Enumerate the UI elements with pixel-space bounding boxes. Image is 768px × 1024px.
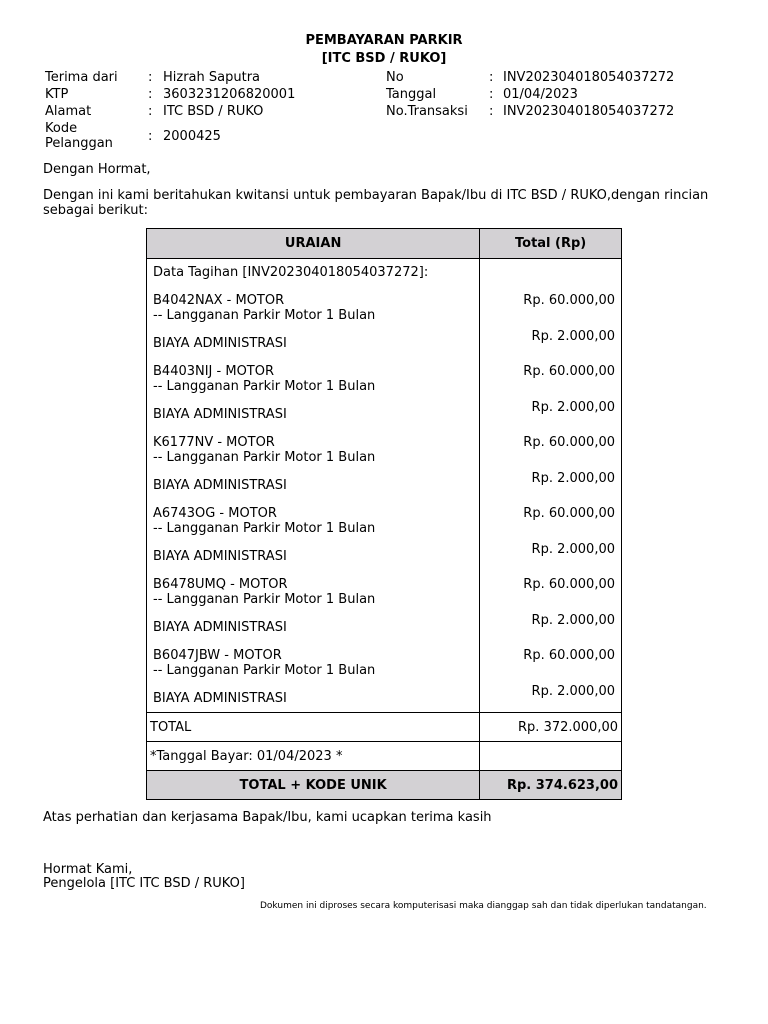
- info-colon: :: [148, 129, 153, 144]
- admin-fee-amount: Rp. 2.000,00: [531, 542, 615, 557]
- subscription-desc: -- Langganan Parkir Motor 1 Bulan: [153, 308, 376, 323]
- total-label: TOTAL: [147, 713, 480, 742]
- admin-fee-label: BIAYA ADMINISTRASI: [153, 478, 287, 493]
- vehicle-plate: B4042NAX - MOTOR: [153, 293, 285, 308]
- info-row: [45, 70, 745, 87]
- line-item: [153, 435, 473, 465]
- info-row: [45, 87, 745, 104]
- line-item: [153, 364, 473, 394]
- info-label-kode-pelanggan: Kode Pelanggan: [45, 121, 113, 151]
- closing-text: Atas perhatian dan kerjasama Bapak/Ibu, kami ucapkan terima kasih: [43, 810, 492, 825]
- info-label-no: No: [386, 70, 404, 85]
- info-colon: :: [148, 104, 153, 119]
- payment-details-table: [146, 228, 622, 800]
- vehicle-plate: B4403NIJ - MOTOR: [153, 364, 275, 379]
- uraian-list: [150, 259, 476, 712]
- total-value: Rp. 372.000,00: [480, 713, 622, 742]
- info-value-tanggal: 01/04/2023: [503, 87, 578, 102]
- table-body-row: [147, 259, 622, 713]
- greeting: Dengan Hormat,: [43, 162, 151, 177]
- info-value-ktp: 3603231206820001: [163, 87, 296, 102]
- info-row: [45, 121, 745, 154]
- payment-date-empty: [480, 742, 622, 771]
- subscription-desc: -- Langganan Parkir Motor 1 Bulan: [153, 450, 376, 465]
- payment-date-row: [147, 742, 622, 771]
- info-row: [45, 104, 745, 121]
- info-value-terima-dari: Hizrah Saputra: [163, 70, 261, 85]
- payment-date: *Tanggal Bayar: 01/04/2023 *: [147, 742, 480, 771]
- document-title: PEMBAYARAN PARKIR: [305, 33, 463, 48]
- item-amount: Rp. 60.000,00: [523, 364, 615, 379]
- info-colon: :: [148, 70, 153, 85]
- info-value-kode-pelanggan: 2000425: [163, 129, 221, 144]
- admin-fee-label: BIAYA ADMINISTRASI: [153, 336, 287, 351]
- admin-fee-amount: Rp. 2.000,00: [531, 400, 615, 415]
- total-row: [147, 713, 622, 742]
- grand-total-value: Rp. 374.623,00: [480, 771, 622, 800]
- column-header-uraian: URAIAN: [147, 229, 480, 259]
- subscription-desc: -- Langganan Parkir Motor 1 Bulan: [153, 379, 376, 394]
- item-amount: Rp. 60.000,00: [523, 506, 615, 521]
- item-amount: Rp. 60.000,00: [523, 435, 615, 450]
- info-value-no-transaksi: INV202304018054037272: [503, 104, 675, 119]
- admin-fee-label: BIAYA ADMINISTRASI: [153, 407, 287, 422]
- vehicle-plate: B6478UMQ - MOTOR: [153, 577, 288, 592]
- admin-fee-label: BIAYA ADMINISTRASI: [153, 549, 287, 564]
- line-item: [153, 577, 473, 607]
- amount-cell: [480, 259, 622, 713]
- admin-fee-label: BIAYA ADMINISTRASI: [153, 620, 287, 635]
- subscription-desc: -- Langganan Parkir Motor 1 Bulan: [153, 521, 376, 536]
- item-amount: Rp. 60.000,00: [523, 293, 615, 308]
- grand-total-label: TOTAL + KODE UNIK: [147, 771, 480, 800]
- info-colon: :: [489, 104, 494, 119]
- intro-text: Dengan ini kami beritahukan kwitansi untuk pembayaran Bapak/Ibu di ITC BSD / RUKO,dengan rincian sebagai berikut:: [43, 188, 709, 218]
- info-value-alamat: ITC BSD / RUKO: [163, 104, 264, 119]
- item-amount: Rp. 60.000,00: [523, 577, 615, 592]
- info-value-no: INV202304018054037272: [503, 70, 675, 85]
- admin-fee-amount: Rp. 2.000,00: [531, 613, 615, 628]
- info-label-alamat: Alamat: [45, 104, 92, 119]
- footnote: Dokumen ini diproses secara komputerisasi maka dianggap sah dan tidak diperlukan tandatangan.: [260, 901, 707, 911]
- vehicle-plate: B6047JBW - MOTOR: [153, 648, 282, 663]
- document-subtitle: [ITC BSD / RUKO]: [321, 51, 447, 66]
- subscription-desc: -- Langganan Parkir Motor 1 Bulan: [153, 592, 376, 607]
- line-item: [153, 293, 473, 323]
- table-header-row: [147, 229, 622, 259]
- column-header-total: Total (Rp): [480, 229, 622, 259]
- line-item: [153, 506, 473, 536]
- info-colon: :: [148, 87, 153, 102]
- vehicle-plate: A6743OG - MOTOR: [153, 506, 277, 521]
- subscription-desc: -- Langganan Parkir Motor 1 Bulan: [153, 663, 376, 678]
- admin-fee-amount: Rp. 2.000,00: [531, 684, 615, 699]
- info-label-no-transaksi: No.Transaksi: [386, 104, 468, 119]
- amount-spacer: [486, 259, 615, 293]
- payment-info: [45, 70, 745, 154]
- info-label-tanggal: Tanggal: [386, 87, 437, 102]
- signature-manager: Pengelola [ITC ITC BSD / RUKO]: [43, 876, 245, 891]
- line-item: [153, 648, 473, 678]
- uraian-cell: [147, 259, 480, 713]
- admin-fee-amount: Rp. 2.000,00: [531, 329, 615, 344]
- admin-fee-label: BIAYA ADMINISTRASI: [153, 691, 287, 706]
- signature-greeting: Hormat Kami,: [43, 862, 133, 877]
- amount-list: [483, 259, 618, 705]
- info-colon: :: [489, 70, 494, 85]
- info-label-ktp: KTP: [45, 87, 69, 102]
- grand-total-row: [147, 771, 622, 800]
- data-tagihan-label: Data Tagihan [INV202304018054037272]:: [153, 265, 429, 280]
- info-colon: :: [489, 87, 494, 102]
- admin-fee-amount: Rp. 2.000,00: [531, 471, 615, 486]
- info-label-terima-dari: Terima dari: [45, 70, 118, 85]
- item-amount: Rp. 60.000,00: [523, 648, 615, 663]
- vehicle-plate: K6177NV - MOTOR: [153, 435, 275, 450]
